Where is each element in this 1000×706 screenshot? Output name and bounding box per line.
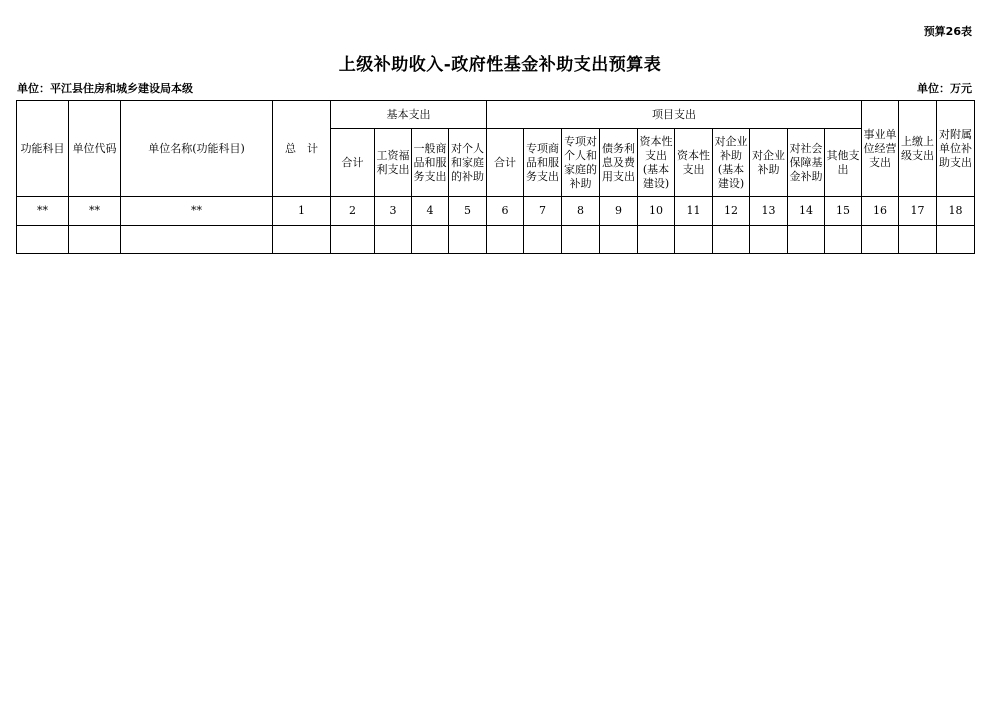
table-cell xyxy=(487,226,524,254)
group-project-expenditure: 项目支出 xyxy=(487,101,862,129)
index-cell: 13 xyxy=(750,197,788,226)
table-cell xyxy=(273,226,331,254)
col-enterprise-basic: 对企业补助(基本建设) xyxy=(713,129,750,197)
index-cell: 9 xyxy=(600,197,638,226)
table-cell xyxy=(121,226,273,254)
index-cell: 7 xyxy=(524,197,562,226)
table-cell xyxy=(638,226,675,254)
table-number: 预算26表 xyxy=(923,25,972,38)
col-capital-basic: 资本性支出(基本建设) xyxy=(638,129,675,197)
unit-name-label: 单位：平江县住房和城乡建设局本级 xyxy=(17,82,193,95)
index-cell: 11 xyxy=(675,197,713,226)
currency-unit-label: 单位：万元 xyxy=(917,82,972,95)
col-total: 总 计 xyxy=(273,101,331,197)
table-cell xyxy=(899,226,937,254)
col-unit-code: 单位代码 xyxy=(69,101,121,197)
table-cell xyxy=(713,226,750,254)
col-social-security: 对社会保障基金补助 xyxy=(788,129,825,197)
index-cell: 4 xyxy=(412,197,449,226)
col-func-subject: 功能科目 xyxy=(17,101,69,197)
page-title: 上级补助收入-政府性基金补助支出预算表 xyxy=(338,55,662,75)
col-individual-aid: 对个人和家庭的补助 xyxy=(449,129,487,197)
col-subsidiary: 对附属单位补助支出 xyxy=(937,101,975,197)
table-cell xyxy=(937,226,975,254)
index-cell: 5 xyxy=(449,197,487,226)
col-basic-sum: 合计 xyxy=(331,129,375,197)
table-cell xyxy=(675,226,713,254)
index-cell: ** xyxy=(17,197,69,226)
index-cell: 2 xyxy=(331,197,375,226)
index-cell: ** xyxy=(69,197,121,226)
header-row-group xyxy=(17,101,975,129)
col-remit: 上缴上级支出 xyxy=(899,101,937,197)
col-special-individual: 专项对个人和家庭的补助 xyxy=(562,129,600,197)
col-project-sum: 合计 xyxy=(487,129,524,197)
index-cell: 14 xyxy=(788,197,825,226)
col-debt-interest: 债务利息及费用支出 xyxy=(600,129,638,197)
table-cell xyxy=(788,226,825,254)
col-enterprise: 对企业补助 xyxy=(750,129,788,197)
budget-table xyxy=(16,100,975,254)
table-cell xyxy=(17,226,69,254)
index-cell: 16 xyxy=(862,197,899,226)
col-unit-name: 单位名称(功能科目) xyxy=(121,101,273,197)
table-cell xyxy=(375,226,412,254)
table-cell xyxy=(600,226,638,254)
index-cell: 18 xyxy=(937,197,975,226)
col-capital: 资本性支出 xyxy=(675,129,713,197)
table-cell xyxy=(449,226,487,254)
index-cell: ** xyxy=(121,197,273,226)
table-row xyxy=(17,226,975,254)
table-cell xyxy=(412,226,449,254)
col-operating: 事业单位经营支出 xyxy=(862,101,899,197)
table-cell xyxy=(750,226,788,254)
col-special-goods: 专项商品和服务支出 xyxy=(524,129,562,197)
index-cell: 6 xyxy=(487,197,524,226)
index-cell: 1 xyxy=(273,197,331,226)
index-cell: 15 xyxy=(825,197,862,226)
index-cell: 17 xyxy=(899,197,937,226)
col-wage: 工资福利支出 xyxy=(375,129,412,197)
table-cell xyxy=(825,226,862,254)
index-cell: 10 xyxy=(638,197,675,226)
col-other: 其他支出 xyxy=(825,129,862,197)
table-cell xyxy=(562,226,600,254)
index-cell: 12 xyxy=(713,197,750,226)
index-row xyxy=(17,197,975,226)
table-cell xyxy=(69,226,121,254)
col-general-goods: 一般商品和服务支出 xyxy=(412,129,449,197)
group-basic-expenditure: 基本支出 xyxy=(331,101,487,129)
table-cell xyxy=(331,226,375,254)
index-cell: 3 xyxy=(375,197,412,226)
table-cell xyxy=(862,226,899,254)
index-cell: 8 xyxy=(562,197,600,226)
table-cell xyxy=(524,226,562,254)
